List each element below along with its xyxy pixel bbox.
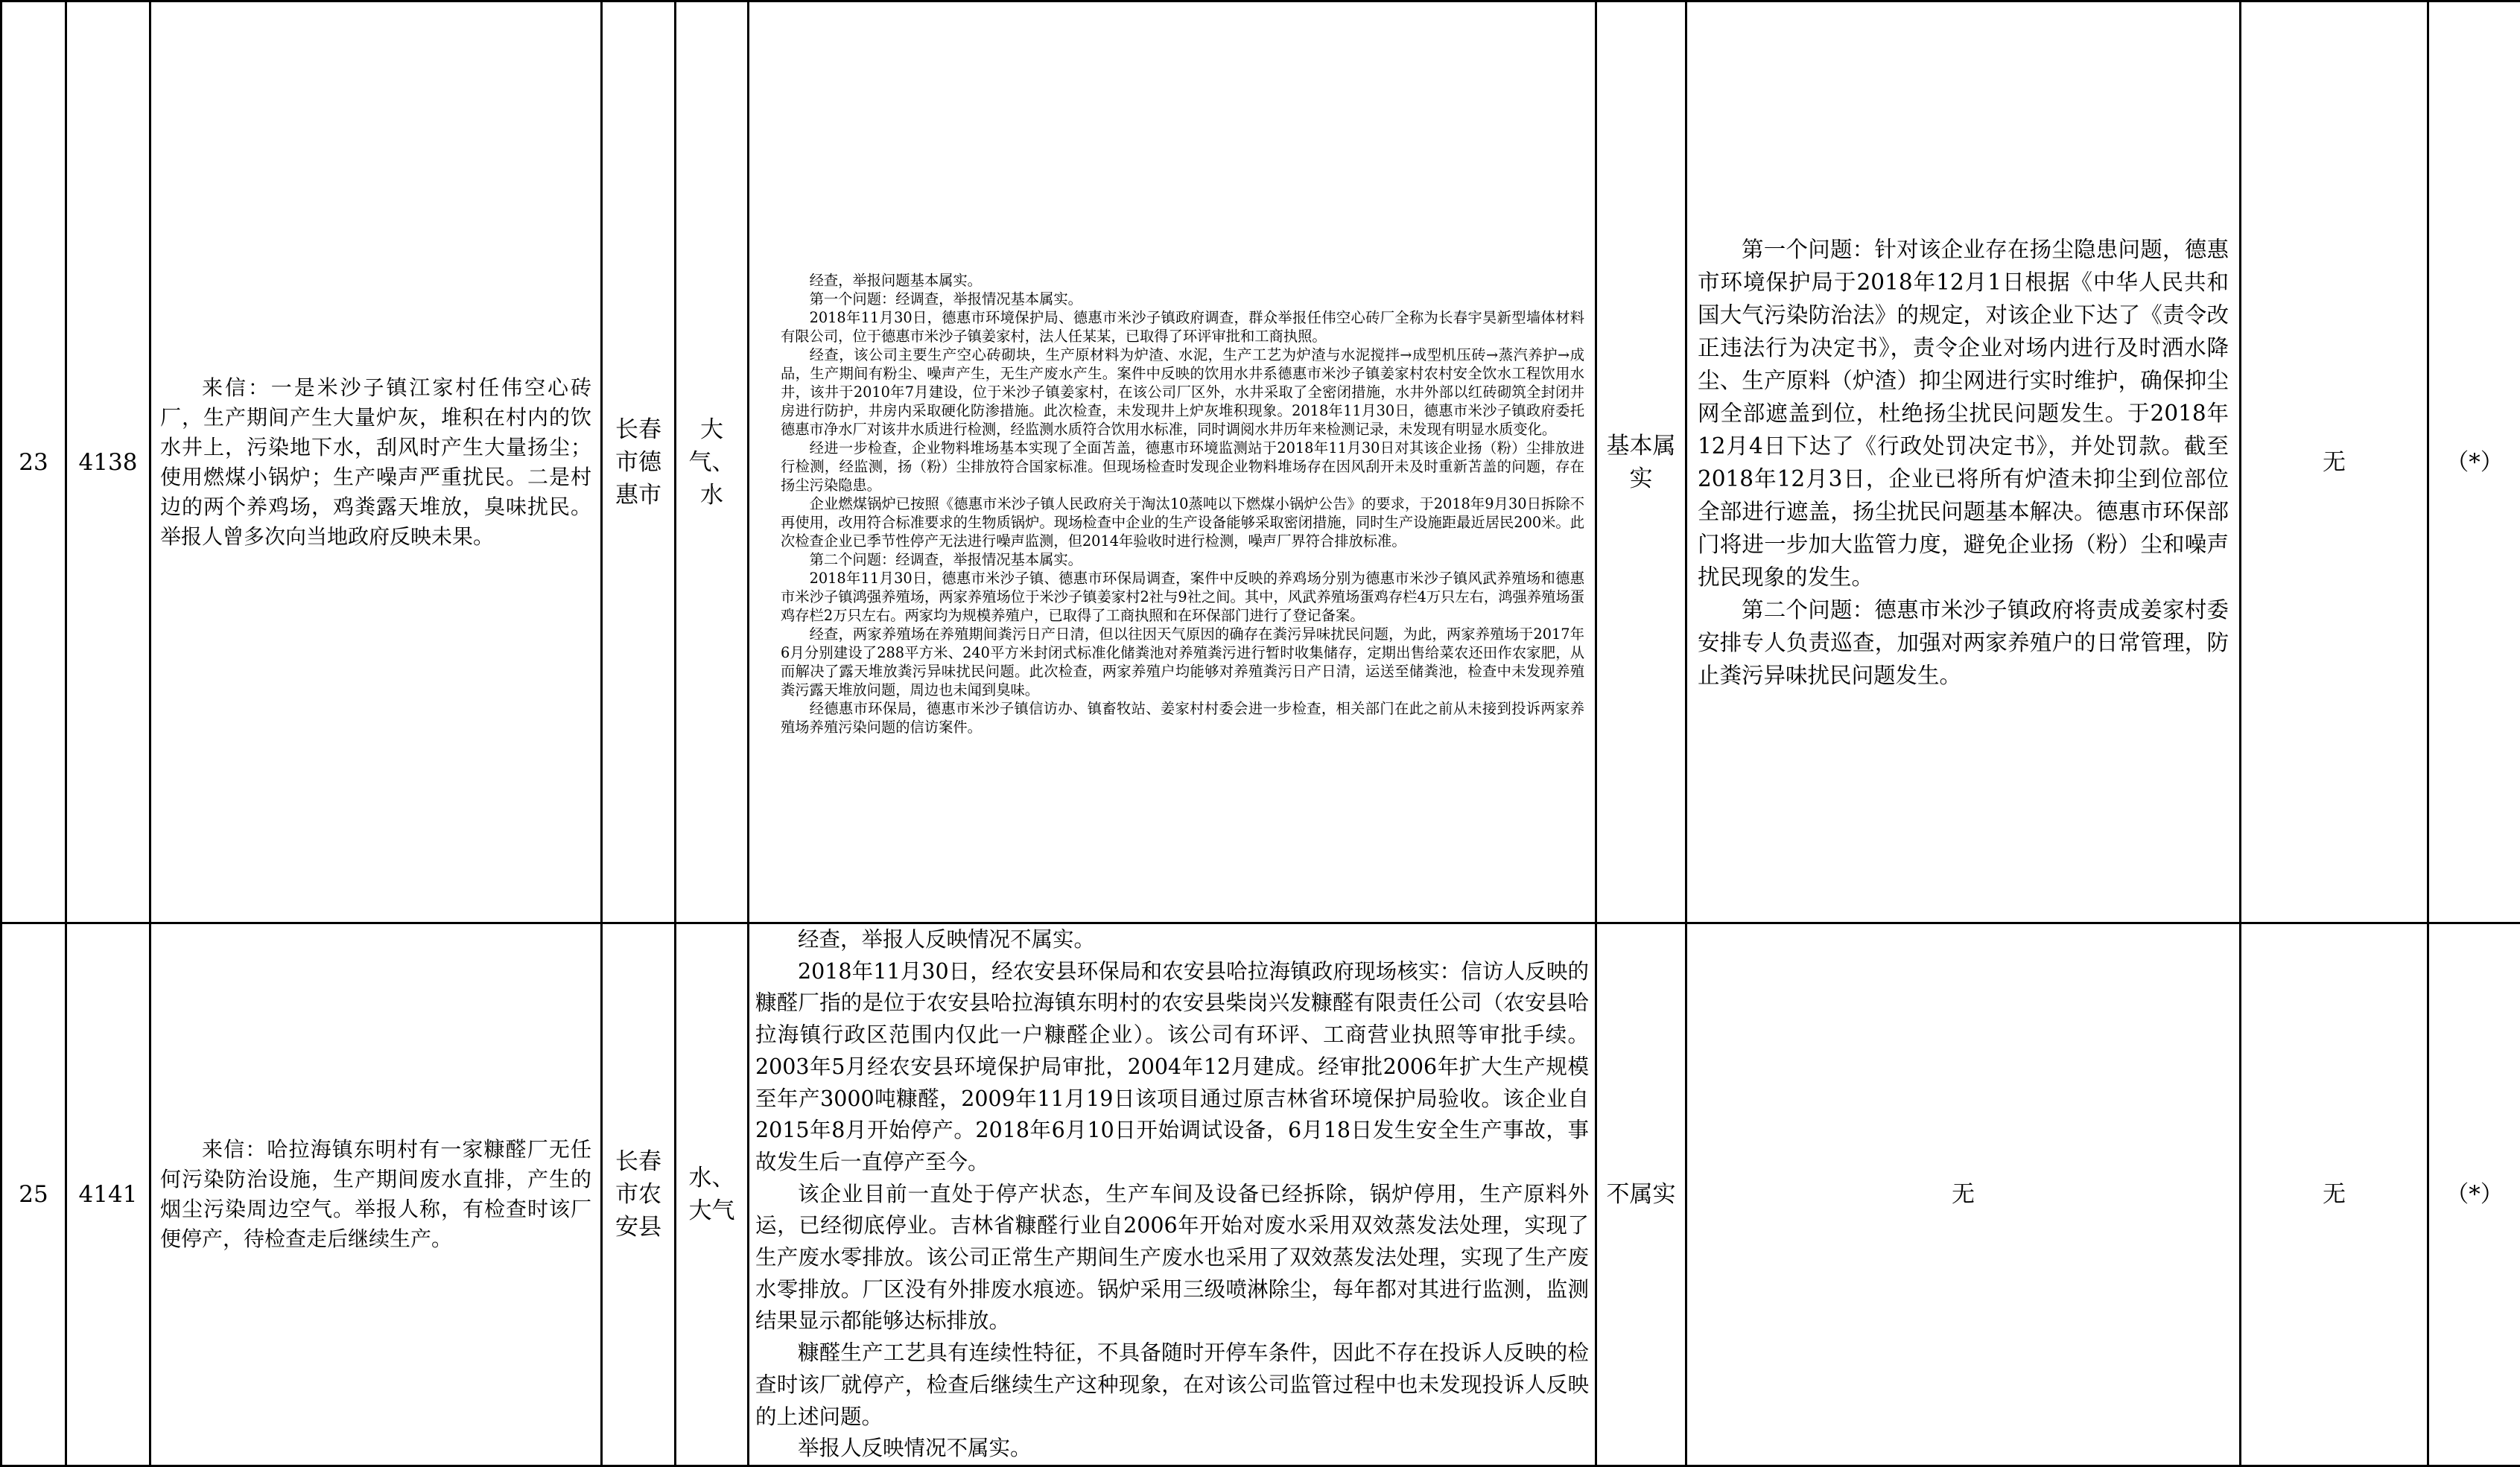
investigation-paragraph: 经查，举报问题基本属实。: [781, 271, 1584, 290]
case-id: 4141: [66, 923, 150, 1466]
investigation-paragraph: 该企业目前一直处于停产状态，生产车间及设备已经拆除，锅炉停用，生产原料外运，已经彻底停业。吉林省糠醛行业自2006年开始对废水采用双效蒸发法处理，实现了生产废水零排放。该公司正常生产期间生产废水也采用了双效蒸发法处理，实现了生产废水零排放。厂区没有外排废水痕迹。锅炉采用三级喷淋除尘，每年都对其进行监测，监测结果显示都能够达标排放。: [755, 1179, 1589, 1338]
investigation-paragraph: 第一个问题：经调查，举报情况基本属实。: [781, 290, 1584, 308]
remark: （*）: [2428, 923, 2520, 1466]
investigation-paragraph: 2018年11月30日，德惠市环境保护局、德惠市米沙子镇政府调查，群众举报任伟空心砖厂全称为长春宇昊新型墙体材料有限公司，位于德惠市米沙子镇姜家村，法人任某某，已取得了环评审批和工商执照。: [781, 308, 1584, 346]
investigation-paragraph: 经进一步检查，企业物料堆场基本实现了全面苫盖，德惠市环境监测站于2018年11月30日对其该企业扬（粉）尘排放进行检测，经监测，扬（粉）尘排放符合国家标准。但现场检查时发现企业物料堆场存在因风刮开未及时重新苫盖的问题，存在扬尘污染隐患。: [781, 439, 1584, 494]
table-row: [1, 1, 2520, 923]
investigation-paragraph: 2018年11月30日，经农安县环保局和农安县哈拉海镇政府现场核实：信访人反映的糠醛厂指的是位于农安县哈拉海镇东明村的农安县柴岗兴发糠醛有限责任公司（农安县哈拉海镇行政区范围内仅此一户糠醛企业）。该公司有环评、工商营业执照等审批手续。2003年5月经农安县环境保护局审批，2004年12月建成。经审批2006年扩大生产规模至年产3000吨糠醛，2009年11月19日该项目通过原吉林省环境保护局验收。该企业自2015年8月开始停产。2018年6月10日开始调试设备，6月18日发生安全生产事故，事故发生后一直停产至今。: [755, 956, 1589, 1179]
investigation-details: [749, 923, 1596, 1466]
rectification-paragraph: 第一个问题：针对该企业存在扬尘隐患问题，德惠市环境保护局于2018年12月1日根据《中华人民共和国大气污染防治法》的规定，对该企业下达了《责令改正违法行为决定书》，责令企业对场内进行及时洒水降尘、生产原料（炉渣）抑尘网进行实时维护，确保抑尘网全部遮盖到位，杜绝扬尘扰民问题发生。于2018年12月4日下达了《行政处罚决定书》，并处罚款。截至2018年12月3日，企业已将所有炉渣未抑尘到位部位全部进行遮盖，扬尘扰民问题基本解决。德惠市环保部门将进一步加大监管力度，避免企业扬（粉）尘和噪声扰民现象的发生。: [1698, 233, 2229, 594]
investigation-paragraph: 糠醛生产工艺具有连续性特征，不具备随时开停车条件，因此不存在投诉人反映的检查时该厂就停产，检查后继续生产这种现象，在对该公司监管过程中也未发现投诉人反映的上述问题。: [755, 1337, 1589, 1433]
investigation-details: [749, 1, 1596, 923]
investigation-paragraph: 2018年11月30日，德惠市米沙子镇、德惠市环保局调查，案件中反映的养鸡场分别为德惠市米沙子镇风武养殖场和德惠市米沙子镇鸿强养殖场，两家养殖场位于米沙子镇姜家村2社与9社之间。其中，风武养殖场蛋鸡存栏4万只左右，鸿强养殖场蛋鸡存栏2万只左右。两家均为规模养殖户，已取得了工商执照和在环保部门进行了登记备案。: [781, 569, 1584, 625]
rectification: [1686, 1, 2241, 923]
investigation-paragraph: 企业燃煤锅炉已按照《德惠市米沙子镇人民政府关于淘汰10蒸吨以下燃煤小锅炉公告》的要求，于2018年9月30日拆除不再使用，改用符合标准要求的生物质锅炉。现场检查中企业的生产设备能够采取密闭措施，同时生产设施距最近居民200米。此次检查企业已季节性停产无法进行噪声监测，但2014年验收时进行检测，噪声厂界符合排放标准。: [781, 494, 1584, 550]
investigation-paragraph: 经查，两家养殖场在养殖期间粪污日产日清，但以往因天气原因的确存在粪污异味扰民问题，为此，两家养殖场于2017年6月分别建设了288平方米、240平方米封闭式标准化储粪池对养殖粪污进行暂时收集储存，定期出售给菜农还田作农家肥，从而解决了露天堆放粪污异味扰民问题。此次检查，两家养殖户均能够对养殖粪污日产日清，运送至储粪池，检查中未发现养殖粪污露天堆放问题，周边也未闻到臭味。: [781, 625, 1584, 699]
verdict: 基本属实: [1596, 1, 1686, 923]
investigation-paragraph: 举报人反映情况不属实。: [755, 1433, 1589, 1465]
investigation-paragraph: 经查，该公司主要生产空心砖砌块，生产原材料为炉渣、水泥，生产工艺为炉渣与水泥搅拌→成型机压砖→蒸汽养护→成品，生产期间有粉尘、噪声产生，无生产废水产生。案件中反映的饮用水井系德惠市米沙子镇姜家村农村安全饮水工程饮用水井，该井于2010年7月建设，位于米沙子镇姜家村，在该公司厂区外，水井采取了全密闭措施，水井外部以红砖砌筑全封闭井房进行防护，井房内采取硬化防渗措施。此次检查，未发现井上炉灰堆积现象。2018年11月30日，德惠市米沙子镇政府委托德惠市净水厂对该井水质进行检测，经监测水质符合饮用水标准，同时调阅水井历年来检测记录，未发现有明显水质变化。: [781, 346, 1584, 439]
row-number: 23: [1, 1, 66, 923]
investigation-paragraph: 经查，举报人反映情况不属实。: [755, 924, 1589, 956]
table-row: [1, 923, 2520, 1466]
row-number: 25: [1, 923, 66, 1466]
accountability: 无: [2241, 1, 2428, 923]
remark: （*）: [2428, 1, 2520, 923]
pollution-type: 大气、水: [676, 1, 749, 923]
rectification-paragraph: 第二个问题：德惠市米沙子镇政府将责成姜家村委安排专人负责巡查，加强对两家养殖户的日常管理，防止粪污异味扰民问题发生。: [1698, 594, 2229, 692]
region: 长春市农安县: [602, 923, 676, 1466]
rectification: 无: [1686, 923, 2241, 1466]
accountability: 无: [2241, 923, 2428, 1466]
region: 长春市德惠市: [602, 1, 676, 923]
investigation-paragraph: 第二个问题：经调查，举报情况基本属实。: [781, 550, 1584, 569]
pollution-type: 水、大气: [676, 923, 749, 1466]
case-id: 4138: [66, 1, 150, 923]
complaint-text: 来信：一是米沙子镇江家村任伟空心砖厂，生产期间产生大量炉灰，堆积在村内的饮水井上，污染地下水，刮风时产生大量扬尘；使用燃煤小锅炉；生产噪声严重扰民。二是村边的两个养鸡场，鸡粪露天堆放，臭味扰民。举报人曾多次向当地政府反映未果。: [150, 1, 602, 923]
investigation-paragraph: 经德惠市环保局，德惠市米沙子镇信访办、镇畜牧站、姜家村村委会进一步检查，相关部门在此之前从未接到投诉两家养殖场养殖污染问题的信访案件。: [781, 699, 1584, 736]
complaint-text: 来信：哈拉海镇东明村有一家糠醛厂无任何污染防治设施，生产期间废水直排，产生的烟尘污染周边空气。举报人称，有检查时该厂便停产，待检查走后继续生产。: [150, 923, 602, 1466]
verdict: 不属实: [1596, 923, 1686, 1466]
